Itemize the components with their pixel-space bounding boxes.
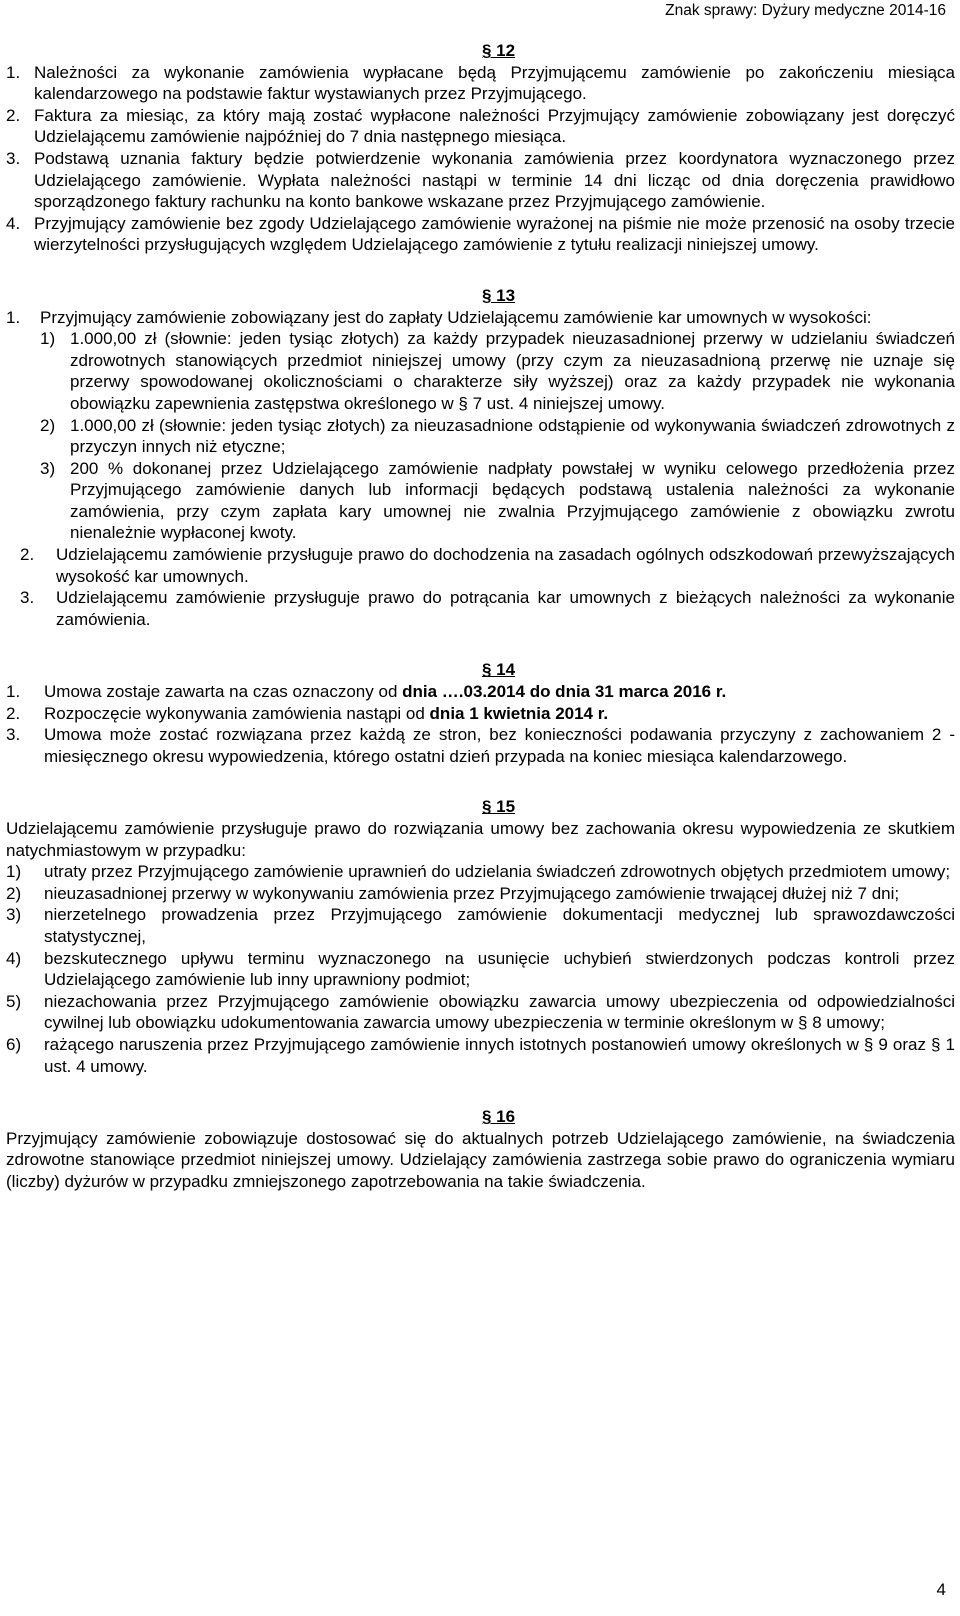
s13-i3-text: 200 % dokonanej przez Udzielającego zamówienie nadpłaty powstałej w wyniku celowego przedłożenia przez Przyjmującego zamówienie danych lub informacji będących podstawą ustalenia należności za wykonanie zamówienia, przy czym zapłata kary umownej nie zwalnia Przyjmującego zamówienie z obowiązku zwrotu nienależnie wypłaconej kwoty. [70,458,955,543]
s12-paragraph-3 [6,148,955,213]
s14-p1-number: 1. [6,682,21,702]
page-number: 4 [936,1580,946,1599]
s13-paragraph-1 [6,307,955,329]
s13-paragraph-3 [6,587,955,630]
s12-p2-number: 2. [6,105,21,125]
s12-paragraph-2 [6,105,955,148]
section-16-heading: § 16 [481,1107,516,1127]
s12-p3-number: 3. [6,148,21,168]
s15-i6-text: rażącego naruszenia przez Przyjmującego zamówienie innych istotnych postanowień umowy określonych w § 9 oraz § 1 ust. 4 umowy. [44,1034,955,1076]
s12-p2-text: Faktura za miesiąc, za który mają zostać wypłacone należności Przyjmujący zamówienie zobowiązany jest doręczyć Udzielającemu zamówienie najpóźniej do 7 dnia następnego miesiąca. [34,105,955,147]
s14-p2-text [44,703,955,725]
s13-i1-number: 1) [40,329,56,349]
s15-i1-number: 1) [6,862,22,882]
s13-p1-text: Przyjmujący zamówienie zobowiązany jest do zapłaty Udzielającemu zamówienie kar umownych w wysokości: [40,307,872,327]
section-15-heading: § 15 [481,797,516,817]
s15-i3-text: nierzetelnego prowadzenia przez Przyjmującego zamówienie dokumentacji medycznej lub sprawozdawczości statystycznej, [44,905,955,946]
s12-paragraph-4 [6,213,955,256]
s14-paragraph-2 [6,703,955,725]
document-body [6,40,955,1193]
s14-p1-regular: Umowa zostaje zawarta na czas oznaczony od [44,682,403,702]
s15-item-2 [6,883,955,905]
s13-paragraph-2 [6,544,955,587]
s15-item-5 [6,991,955,1034]
s13-p2-text: Udzielającemu zamówienie przysługuje prawo do dochodzenia na zasadach ogólnych odszkodowań przewyższających wysokość kar umownych. [56,545,955,586]
s12-p4-number: 4. [6,213,21,233]
s15-intro: Udzielającemu zamówienie przysługuje prawo do rozwiązania umowy bez zachowania okresu wypowiedzenia ze skutkiem natychmiastowym w przypadku: [6,819,955,860]
section-12-heading: § 12 [481,41,516,60]
s15-i4-number: 4) [6,948,22,968]
s15-item-4 [6,948,955,991]
s13-i2-text: 1.000,00 zł (słownie: jeden tysiąc złotych) za nieuzasadnione odstąpienie od wykonywania świadczeń zdrowotnych z przyczyn innych niż etyczne; [70,415,955,457]
s13-p3-number: 3. [20,588,35,608]
s13-item-3 [6,458,955,544]
s14-p2-number: 2. [6,703,21,723]
s15-i5-number: 5) [6,991,22,1011]
s12-p1-text: Należności za wykonanie zamówienia wypłacane będą Przyjmującemu zamówienie po zakończeniu miesiąca kalendarzowego na podstawie faktur wystawianych przez Przyjmującego. [34,62,955,104]
s14-p1-text [44,681,955,703]
s12-p1-number: 1. [6,62,21,82]
s15-i6-number: 6) [6,1034,22,1054]
s13-p3-text: Udzielającemu zamówienie przysługuje prawo do potrącania kar umownych z bieżących należności za wykonanie zamówienia. [56,588,955,629]
s15-item-6 [6,1034,955,1077]
s14-p2-regular: Rozpoczęcie wykonywania zamówienia nastąpi od [44,703,430,723]
s14-p1-dates: dnia ….03.2014 do dnia 31 marca 2016 r. [402,682,727,702]
s13-item-1 [6,328,955,414]
s15-item-3 [6,904,955,947]
section-13-heading: § 13 [481,285,516,305]
s14-paragraph-1 [6,681,955,703]
s13-item-2 [6,415,955,458]
s15-i2-number: 2) [6,883,22,903]
s15-i3-number: 3) [6,905,22,925]
s14-p3-number: 3. [6,725,21,745]
s13-i2-number: 2) [40,415,56,435]
s14-p3-text: Umowa może zostać rozwiązana przez każdą ze stron, bez konieczności podawania przyczyny z zachowaniem 2 - miesięcznego okresu wypowiedzenia, którego ostatni dzień przypada na koniec miesiąca kalendarzowego. [44,725,955,766]
s14-paragraph-3 [6,724,955,767]
s15-i4-text: bezskutecznego upływu terminu wyznaczonego na usunięcie uchybień stwierdzonych podczas kontroli przez Udzielającego zamówienie lub inny uprawniony podmiot; [44,948,955,990]
s12-p4-text: Przyjmujący zamówienie bez zgody Udzielającego zamówienie wyrażonej na piśmie nie może przenosić na osoby trzecie wierzytelności przysługujących względem Udzielającego zamówienie z tytułu realizacji niniejszej umowy. [34,213,955,255]
s12-p3-text: Podstawą uznania faktury będzie potwierdzenie wykonania zamówienia przez koordynatora wyznaczonego przez Udzielającego zamówienie. Wypłata należności nastąpi w terminie 14 dni licząc od dnia doręczenia prawidłowo sporządzonego faktury rachunku na konto bankowe wskazane przez Przyjmującego zamówienie. [34,148,955,212]
s13-p2-number: 2. [20,545,35,565]
s16-text: Przyjmujący zamówienie zobowiązuje dostosować się do aktualnych potrzeb Udzielającego zamówienie, na świadczenia zdrowotne stanowiące przedmiot niniejszej umowy. Udzielający zamówienia zastrzega sobie prawo do ograniczenia wymiaru (liczby) dyżurów w przypadku zmniejszonego zapotrzebowania na takie świadczenia. [6,1128,955,1191]
s15-i5-text: niezachowania przez Przyjmującego zamówienie obowiązku zawarcia umowy ubezpieczenia od odpowiedzialności cywilnej lub obowiązku udokumentowania zawarcia umowy ubezpieczenia w terminie określonym w § 8 umowy; [44,991,955,1033]
section-14-heading: § 14 [481,660,516,680]
s14-p2-date: dnia 1 kwietnia 2014 r. [429,703,609,723]
s13-i1-text: 1.000,00 zł (słownie: jeden tysiąc złotych) za każdy przypadek nieuzasadnionej przerwy w udzielaniu świadczeń zdrowotnych stanowiących przedmiot niniejszej umowy (przy czym za nieuzasadnioną przerwę nie uznaje się przerwy spowodowanej okolicznościami o charakterze siły wyższej) oraz za każdy przypadek nie wykonania obowiązku zapewnienia zastępstwa określonego w § 7 ust. 4 niniejszej umowy. [70,329,955,413]
s15-i2-text: nieuzasadnionej przerwy w wykonywaniu zamówienia przez Przyjmującego zamówienie trwającej dłużej niż 7 dni; [44,883,900,903]
s15-item-1 [6,861,955,883]
s15-i1-text: utraty przez Przyjmującego zamówienie uprawnień do udzielania świadczeń zdrowotnych objętych przedmiotem umowy; [44,862,951,882]
s12-paragraph-1 [6,62,955,105]
s13-i3-number: 3) [40,458,56,478]
s13-p1-number: 1. [6,307,21,327]
document-reference: Znak sprawy: Dyżury medyczne 2014-16 [665,2,946,19]
